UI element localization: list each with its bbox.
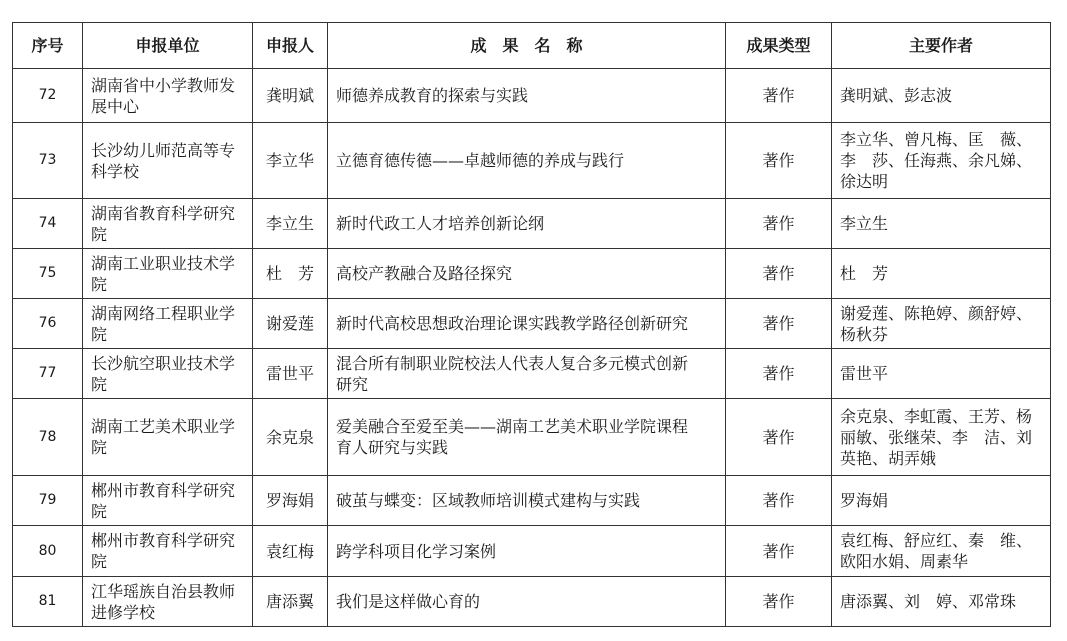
table-row xyxy=(13,123,1051,199)
row-authors: 唐添翼、刘 婷、邓常珠 xyxy=(832,577,1051,627)
row-person: 雷世平 xyxy=(253,349,328,399)
achievements-table xyxy=(12,22,1051,627)
row-authors: 袁红梅、舒应红、秦 维、欧阳水娟、周素华 xyxy=(832,526,1051,577)
row-person: 李立华 xyxy=(253,123,328,199)
row-name: 新时代政工人才培养创新论纲 xyxy=(328,199,726,249)
row-no: 72 xyxy=(13,69,83,123)
row-authors: 谢爱莲、陈艳婷、颜舒婷、杨秋芬 xyxy=(832,299,1051,349)
row-person: 余克泉 xyxy=(253,399,328,476)
header-row xyxy=(13,23,1051,69)
header-person: 申报人 xyxy=(253,23,328,69)
row-unit: 郴州市教育科学研究院 xyxy=(83,476,253,526)
row-unit: 湖南网络工程职业学院 xyxy=(83,299,253,349)
row-no: 79 xyxy=(13,476,83,526)
row-unit: 郴州市教育科学研究院 xyxy=(83,526,253,577)
table-row xyxy=(13,69,1051,123)
table-row xyxy=(13,577,1051,627)
row-type: 著作 xyxy=(726,199,832,249)
row-unit: 湖南工艺美术职业学院 xyxy=(83,399,253,476)
row-authors: 杜 芳 xyxy=(832,249,1051,299)
row-name: 爱美融合至爱至美——湖南工艺美术职业学院课程育人研究与实践 xyxy=(328,399,726,476)
row-authors: 余克泉、李虹霞、王芳、杨丽敏、张继荣、李 洁、刘英艳、胡弄娥 xyxy=(832,399,1051,476)
header-authors: 主要作者 xyxy=(832,23,1051,69)
header-no: 序号 xyxy=(13,23,83,69)
header-unit: 申报单位 xyxy=(83,23,253,69)
row-unit: 江华瑶族自治县教师进修学校 xyxy=(83,577,253,627)
row-unit: 长沙航空职业技术学院 xyxy=(83,349,253,399)
row-person: 袁红梅 xyxy=(253,526,328,577)
row-name: 师德养成教育的探索与实践 xyxy=(328,69,726,123)
row-no: 73 xyxy=(13,123,83,199)
header-type: 成果类型 xyxy=(726,23,832,69)
row-authors: 雷世平 xyxy=(832,349,1051,399)
row-unit: 湖南省中小学教师发展中心 xyxy=(83,69,253,123)
table-row xyxy=(13,299,1051,349)
row-type: 著作 xyxy=(726,476,832,526)
row-type: 著作 xyxy=(726,577,832,627)
row-authors: 龚明斌、彭志波 xyxy=(832,69,1051,123)
row-person: 谢爱莲 xyxy=(253,299,328,349)
row-type: 著作 xyxy=(726,526,832,577)
row-type: 著作 xyxy=(726,299,832,349)
row-authors: 李立华、曾凡梅、匡 薇、李 莎、任海燕、余凡娣、徐达明 xyxy=(832,123,1051,199)
row-authors: 罗海娟 xyxy=(832,476,1051,526)
row-no: 78 xyxy=(13,399,83,476)
row-no: 75 xyxy=(13,249,83,299)
row-name: 我们是这样做心育的 xyxy=(328,577,726,627)
row-name: 立德育德传德——卓越师德的养成与践行 xyxy=(328,123,726,199)
row-person: 唐添翼 xyxy=(253,577,328,627)
row-name: 跨学科项目化学习案例 xyxy=(328,526,726,577)
row-type: 著作 xyxy=(726,123,832,199)
row-person: 罗海娟 xyxy=(253,476,328,526)
row-unit: 长沙幼儿师范高等专科学校 xyxy=(83,123,253,199)
row-name: 高校产教融合及路径探究 xyxy=(328,249,726,299)
row-no: 74 xyxy=(13,199,83,249)
row-name: 混合所有制职业院校法人代表人复合多元模式创新研究 xyxy=(328,349,726,399)
row-type: 著作 xyxy=(726,249,832,299)
row-person: 杜 芳 xyxy=(253,249,328,299)
row-person: 龚明斌 xyxy=(253,69,328,123)
table-row xyxy=(13,199,1051,249)
row-no: 76 xyxy=(13,299,83,349)
table-row xyxy=(13,399,1051,476)
header-name: 成 果 名 称 xyxy=(328,23,726,69)
row-person: 李立生 xyxy=(253,199,328,249)
row-name: 破茧与蝶变：区域教师培训模式建构与实践 xyxy=(328,476,726,526)
table-row xyxy=(13,476,1051,526)
row-unit: 湖南工业职业技术学院 xyxy=(83,249,253,299)
row-type: 著作 xyxy=(726,349,832,399)
table-row xyxy=(13,526,1051,577)
row-type: 著作 xyxy=(726,69,832,123)
row-unit: 湖南省教育科学研究院 xyxy=(83,199,253,249)
row-no: 81 xyxy=(13,577,83,627)
row-name: 新时代高校思想政治理论课实践教学路径创新研究 xyxy=(328,299,726,349)
table-row xyxy=(13,249,1051,299)
row-no: 77 xyxy=(13,349,83,399)
row-authors: 李立生 xyxy=(832,199,1051,249)
row-no: 80 xyxy=(13,526,83,577)
row-type: 著作 xyxy=(726,399,832,476)
table-row xyxy=(13,349,1051,399)
